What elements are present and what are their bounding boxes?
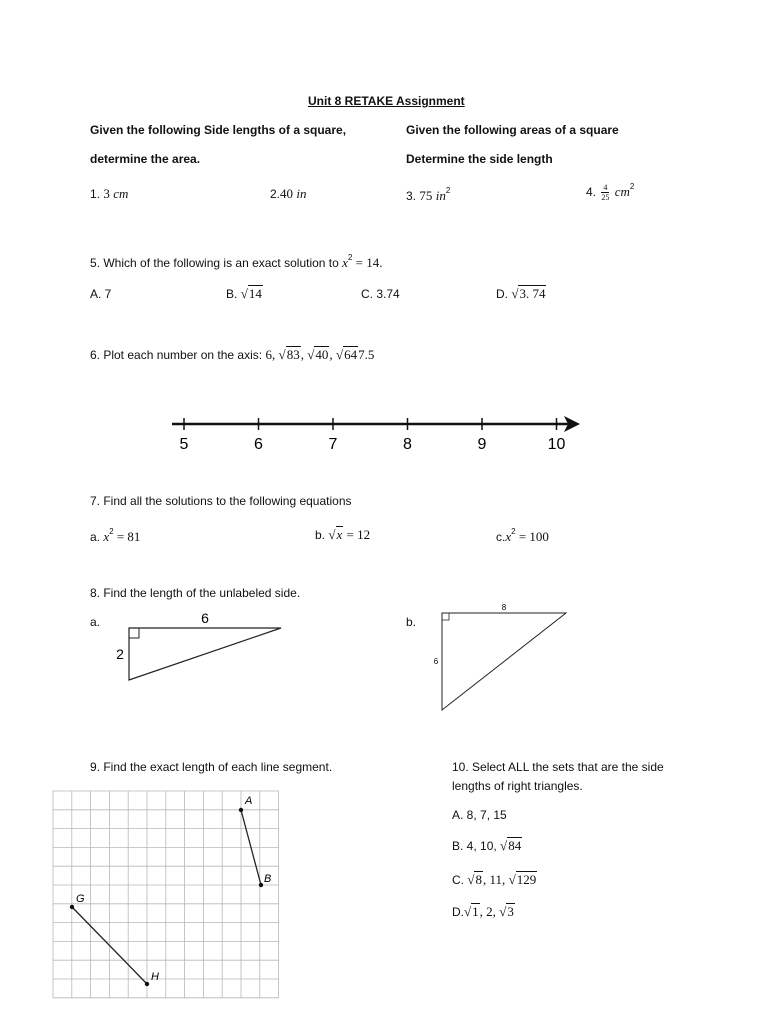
q6-number-1: 6, — [265, 347, 276, 362]
q5-eq-var: x — [342, 255, 348, 270]
number-line-tick-label: 8 — [403, 436, 412, 453]
q7-c-exp: 2 — [511, 527, 516, 536]
problem-4-exponent: 2 — [629, 182, 635, 191]
q7-b-radicand: x — [336, 527, 343, 542]
triangle-b-top-label: 8 — [501, 603, 507, 612]
problem-1 — [90, 186, 128, 202]
problem-4-unit: cm — [614, 184, 630, 199]
q10-choice-c-label: C. — [452, 873, 464, 887]
q7-b-rest: = 12 — [343, 527, 371, 542]
problem-4-fraction — [601, 183, 609, 202]
problem-2 — [270, 186, 306, 202]
problem-1-value: 3 — [103, 186, 110, 201]
triangle-a-shape — [129, 628, 281, 680]
section2-heading-line2: Determine the side length — [406, 152, 553, 166]
q6-radical-2: √40 — [307, 347, 329, 362]
triangle-a-left-label: 2 — [116, 646, 124, 662]
point-b — [259, 883, 263, 887]
q5-choice-d-label: D. — [496, 287, 508, 301]
q7-b-radical: √x — [328, 527, 343, 542]
q10-choice-c-radical-1: √8 — [467, 872, 482, 887]
q5-choice-b-label: B. — [226, 287, 238, 301]
problem-1-unit: cm — [113, 186, 129, 201]
q6-radicand-3: 64 — [344, 347, 358, 362]
q7-a-rest: = 81 — [113, 529, 141, 544]
problem-3-value: 75 — [419, 188, 433, 203]
q7-c-rest: = 100 — [515, 529, 549, 544]
triangle-b-left-label: 6 — [433, 657, 439, 666]
q5-prompt: 5. Which of the following is an exact solution to — [90, 256, 339, 270]
triangle-a-top-label: 6 — [201, 610, 209, 626]
q5-choice-b-radicand: 14 — [248, 286, 262, 301]
q7-c-label: c. — [496, 530, 506, 544]
q7-a-label: a. — [90, 530, 101, 544]
q10-choice-d-radical-1: √1 — [464, 904, 479, 919]
q7-part-a — [90, 527, 140, 545]
number-line-tick-label: 10 — [547, 436, 566, 453]
number-line-tick-label: 6 — [254, 436, 263, 453]
problem-2-value: 40 — [280, 186, 294, 201]
number-line — [160, 408, 590, 458]
section1-heading-line2: determine the area. — [90, 152, 201, 166]
triangle-b — [430, 600, 575, 715]
page-title: Unit 8 RETAKE Assignment — [308, 94, 465, 108]
q6-number-2: 7.5 — [358, 347, 375, 362]
q6-radicand-1: 83 — [286, 347, 300, 362]
number-line-tick-label: 7 — [328, 436, 338, 453]
q5-eq-exp: 2 — [347, 253, 353, 262]
triangle-b-right-angle — [442, 613, 449, 620]
point-g-label: G — [76, 893, 85, 905]
point-b-label: B — [264, 873, 272, 885]
q5-choice-d-radicand: 3. 74 — [519, 286, 546, 301]
problem-3-number: 3. — [406, 189, 417, 203]
q10-choice-d-radicand-2: 3 — [507, 904, 514, 919]
q7-part-b — [315, 527, 370, 543]
q7-prompt: 7. Find all the solutions to the following equations — [90, 494, 352, 508]
point-a — [239, 808, 243, 812]
q6-radical-1: √83 — [278, 347, 300, 362]
q10-choice-c — [452, 872, 537, 888]
q5-choice-d — [496, 286, 546, 302]
q6-radicand-2: 40 — [315, 347, 329, 362]
point-g — [70, 905, 74, 909]
triangle-b-shape — [442, 613, 566, 710]
q6-prompt: 6. Plot each number on the axis: — [90, 348, 263, 362]
q5-choice-d-radical: √3. 74 — [511, 286, 546, 301]
problem-4-denominator: 25 — [601, 193, 610, 203]
q10-choice-c-radicand-1: 8 — [475, 872, 482, 887]
q10-choice-b-radicand: 84 — [508, 838, 522, 853]
q10-choice-c-radicand-2: 129 — [516, 872, 537, 887]
problem-1-number: 1. — [90, 187, 101, 201]
q8-a-label: a. — [90, 615, 101, 629]
triangle-a — [110, 605, 290, 690]
problem-4-number: 4. — [586, 185, 597, 199]
section2-heading-line1: Given the following areas of a square — [406, 123, 619, 137]
problem-2-number: 2. — [270, 187, 281, 201]
problem-2-unit: in — [296, 186, 307, 201]
problem-3-unit: in — [435, 188, 446, 203]
q6-radical-3: √64 — [336, 347, 358, 362]
number-line-tick-label: 5 — [179, 436, 189, 453]
q7-c-var: x — [505, 529, 512, 544]
q5-prompt-line — [90, 253, 382, 271]
q5-eq-rest: = 14. — [352, 255, 383, 270]
q10-choice-d-mid: , 2, — [479, 904, 496, 919]
point-a-label: A — [245, 795, 253, 807]
q7-part-c — [496, 527, 549, 545]
q5-choice-a: A. 7 — [90, 287, 112, 301]
point-h-label: H — [151, 971, 159, 983]
q6-prompt-line: 6. Plot each number on the axis: 6, √83, √40, √647.5 — [90, 347, 375, 362]
q10-choice-b — [452, 838, 522, 854]
coordinate-grid — [50, 788, 285, 1008]
q8-prompt: 8. Find the length of the unlabeled side. — [90, 586, 301, 600]
q7-b-label: b. — [315, 528, 326, 542]
q10-choice-d-label: D. — [452, 905, 464, 919]
problem-4 — [586, 182, 634, 202]
problem-3 — [406, 186, 450, 204]
number-line-tick-label: 9 — [477, 436, 487, 453]
problem-3-exponent: 2 — [445, 186, 451, 195]
q9-prompt: 9. Find the exact length of each line segment. — [90, 760, 333, 774]
q10-choice-a: A. 8, 7, 15 — [452, 808, 507, 822]
q10-choice-b-radical: √84 — [500, 838, 522, 853]
section1-heading-line1: Given the following Side lengths of a square, — [90, 123, 347, 137]
q10-choice-d — [452, 904, 515, 920]
q5-choice-b-radical: √14 — [240, 286, 262, 301]
q5-choice-b — [226, 286, 263, 302]
q10-choice-c-radical-2: √129 — [508, 872, 537, 887]
q8-b-label: b. — [406, 615, 417, 629]
q7-a-exp: 2 — [109, 527, 114, 536]
q10-prompt-line2: lengths of right triangles. — [452, 779, 583, 793]
q10-prompt-line1: 10. Select ALL the sets that are the side — [452, 760, 664, 774]
triangle-a-right-angle — [129, 628, 139, 638]
q10-choice-c-mid: , 11, — [482, 872, 506, 887]
q5-choice-c: C. 3.74 — [361, 287, 400, 301]
problem-4-numerator: 4 — [603, 183, 608, 193]
q10-choice-b-label: B. 4, 10, — [452, 839, 497, 853]
q10-choice-d-radicand-1: 1 — [472, 904, 479, 919]
q7-a-var: x — [103, 529, 110, 544]
point-h — [145, 982, 149, 986]
q10-choice-d-radical-2: √3 — [499, 904, 514, 919]
